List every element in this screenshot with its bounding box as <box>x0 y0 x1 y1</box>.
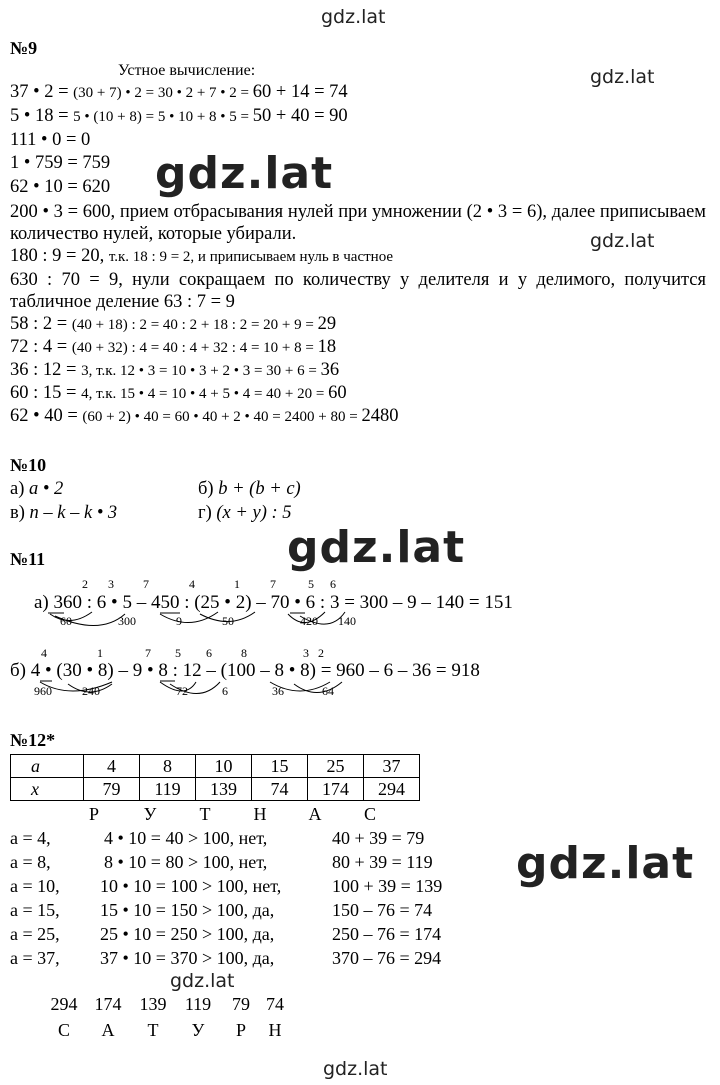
calc-col3: 80 + 39 = 119 <box>332 852 433 872</box>
order-number: 7 <box>145 646 151 660</box>
letter: С <box>363 804 376 824</box>
table-cell: 139 <box>196 778 252 801</box>
ex10-item-v: в) n – k – k • 3 <box>10 503 118 523</box>
order-number: 8 <box>241 646 247 660</box>
answer-number: 119 <box>184 994 212 1014</box>
order-number: 6 <box>330 577 336 591</box>
exercise-12-title: №12* <box>10 730 56 750</box>
ex9-intro: Устное вычисление: <box>118 62 256 79</box>
watermark-large: gdz.lat <box>287 522 466 573</box>
order-number: 2 <box>318 646 324 660</box>
table-cell: 4 <box>84 755 140 778</box>
ex11-b-text: б) 4 • (30 • 8) – 9 • 8 : 12 – (100 – 8 • 8) = 960 – 6 – 36 = 918 <box>10 660 480 681</box>
calc-col3: 370 – 76 = 294 <box>332 948 442 968</box>
table-cell: 10 <box>196 755 252 778</box>
calc-col2: 15 • 10 = 150 > 100, да, <box>100 900 275 920</box>
table-cell: 294 <box>364 778 420 801</box>
calc-col1: a = 10, <box>10 876 60 896</box>
watermark: gdz.lat <box>590 66 655 88</box>
order-number: 5 <box>175 646 181 660</box>
letter: Т <box>199 804 211 824</box>
calc-col2: 8 • 10 = 80 > 100, нет, <box>104 852 268 872</box>
answer-number: 294 <box>50 994 78 1014</box>
calc-col2: 37 • 10 = 370 > 100, да, <box>100 948 275 968</box>
answer-letter: С <box>57 1020 70 1040</box>
ex9-paragraph: 200 • 3 = 600, прием отбрасывания нулей при умножении (2 • 3 = 6), далее приписываем количество нулей, которые убирали. <box>10 202 706 244</box>
order-number: 5 <box>308 577 314 591</box>
calc-col3: 40 + 39 = 79 <box>332 828 425 848</box>
answer-number: 139 <box>139 994 167 1014</box>
order-number: 1 <box>97 646 103 660</box>
watermark-bottom: gdz.lat <box>323 1058 388 1080</box>
ex9-line: 58 : 2 = (40 + 18) : 2 = 40 : 2 + 18 : 2 = 20 + 9 = 29 <box>10 314 337 334</box>
table-row <box>11 755 420 778</box>
watermark-large: gdz.lat <box>155 148 334 199</box>
partial-result: 240 <box>82 684 100 698</box>
calc-col1: a = 8, <box>10 852 51 872</box>
partial-result: 9 <box>176 614 182 628</box>
order-number: 3 <box>303 646 309 660</box>
table-cell: 119 <box>140 778 196 801</box>
answer-letter: У <box>191 1020 205 1040</box>
order-number: 4 <box>41 646 47 660</box>
table-cell: 15 <box>252 755 308 778</box>
calc-col2: 10 • 10 = 100 > 100, нет, <box>100 876 282 896</box>
calc-col2: 4 • 10 = 40 > 100, нет, <box>104 828 268 848</box>
ex12-table <box>10 754 420 801</box>
table-row <box>11 778 420 801</box>
partial-result: 72 <box>176 684 188 698</box>
order-number: 7 <box>270 577 276 591</box>
watermark-large: gdz.lat <box>516 838 695 889</box>
calc-col3: 150 – 76 = 74 <box>332 900 433 920</box>
letter: У <box>143 804 157 824</box>
ex11-a-text: а) 360 : 6 • 5 – 450 : (25 • 2) – 70 • 6 : 3 = 300 – 9 – 140 = 151 <box>34 592 513 613</box>
table-cell: 25 <box>308 755 364 778</box>
partial-result: 300 <box>118 614 136 628</box>
table-cell: 174 <box>308 778 364 801</box>
ex9-paragraph: 630 : 70 = 9, нули сокращаем по количеству у делителя и у делимого, получится табличное деление 63 : 7 = 9 <box>10 270 706 312</box>
ex9-line: 36 : 12 = 3, т.к. 12 • 3 = 10 • 3 + 2 • 3 = 30 + 6 = 36 <box>10 360 340 380</box>
ex9-line: 180 : 9 = 20, т.к. 18 : 9 = 2, и приписываем нуль в частное <box>10 246 394 266</box>
ex10-item-b: б) b + (b + c) <box>198 479 301 499</box>
partial-result: 64 <box>322 684 334 698</box>
exercise-9-title: №9 <box>10 38 38 58</box>
table-cell: x <box>11 778 84 801</box>
partial-result: 50 <box>222 614 234 628</box>
table-cell: 8 <box>140 755 196 778</box>
order-number: 7 <box>143 577 149 591</box>
answer-number: 79 <box>232 994 250 1014</box>
ex9-line: 62 • 10 = 620 <box>10 177 111 197</box>
answer-letter: Т <box>147 1020 159 1040</box>
watermark: gdz.lat <box>590 230 655 252</box>
answer-letter: А <box>101 1020 115 1040</box>
watermark-top: gdz.lat <box>321 6 386 28</box>
answer-number: 174 <box>94 994 122 1014</box>
exercise-10-title: №10 <box>10 455 47 475</box>
calc-col1: a = 15, <box>10 900 60 920</box>
calc-col1: a = 4, <box>10 828 51 848</box>
letter: Н <box>253 804 267 824</box>
answer-letter: Н <box>268 1020 282 1040</box>
ex9-line: 37 • 2 = (30 + 7) • 2 = 30 • 2 + 7 • 2 = 60 + 14 = 74 <box>10 82 348 102</box>
partial-result: 420 <box>300 614 318 628</box>
exercise-11-title: №11 <box>10 549 46 569</box>
watermark: gdz.lat <box>170 970 235 992</box>
calc-col2: 25 • 10 = 250 > 100, да, <box>100 924 275 944</box>
partial-result: 36 <box>272 684 284 698</box>
ex9-line: 62 • 40 = (60 + 2) • 40 = 60 • 40 + 2 • 40 = 2400 + 80 = 2480 <box>10 406 399 426</box>
calc-col1: a = 25, <box>10 924 60 944</box>
order-number: 4 <box>189 577 195 591</box>
partial-result: 6 <box>222 684 228 698</box>
ex9-line: 72 : 4 = (40 + 32) : 4 = 40 : 4 + 32 : 4 = 10 + 8 = 18 <box>10 337 337 357</box>
ex10-item-a: а) a • 2 <box>10 479 64 499</box>
calc-col3: 100 + 39 = 139 <box>332 876 443 896</box>
answer-letter: Р <box>235 1020 246 1040</box>
order-number: 2 <box>82 577 88 591</box>
partial-result: 960 <box>34 684 52 698</box>
ex9-line: 60 : 15 = 4, т.к. 15 • 4 = 10 • 4 + 5 • 4 = 40 + 20 = 60 <box>10 383 347 403</box>
table-cell: 74 <box>252 778 308 801</box>
table-cell: 37 <box>364 755 420 778</box>
ex9-line: 1 • 759 = 759 <box>10 153 111 173</box>
table-cell: a <box>11 755 84 778</box>
letter: А <box>308 804 322 824</box>
order-number: 1 <box>234 577 240 591</box>
letter: Р <box>88 804 99 824</box>
table-cell: 79 <box>84 778 140 801</box>
ex9-line: 5 • 18 = 5 • (10 + 8) = 5 • 10 + 8 • 5 = 50 + 40 = 90 <box>10 106 348 126</box>
calc-col3: 250 – 76 = 174 <box>332 924 442 944</box>
ex10-item-g: г) (x + y) : 5 <box>198 503 292 523</box>
calc-col1: a = 37, <box>10 948 60 968</box>
partial-result: 60 <box>60 614 72 628</box>
ex9-line: 111 • 0 = 0 <box>10 130 91 150</box>
answer-number: 74 <box>266 994 284 1014</box>
partial-result: 140 <box>338 614 356 628</box>
order-number: 3 <box>108 577 114 591</box>
order-number: 6 <box>206 646 212 660</box>
